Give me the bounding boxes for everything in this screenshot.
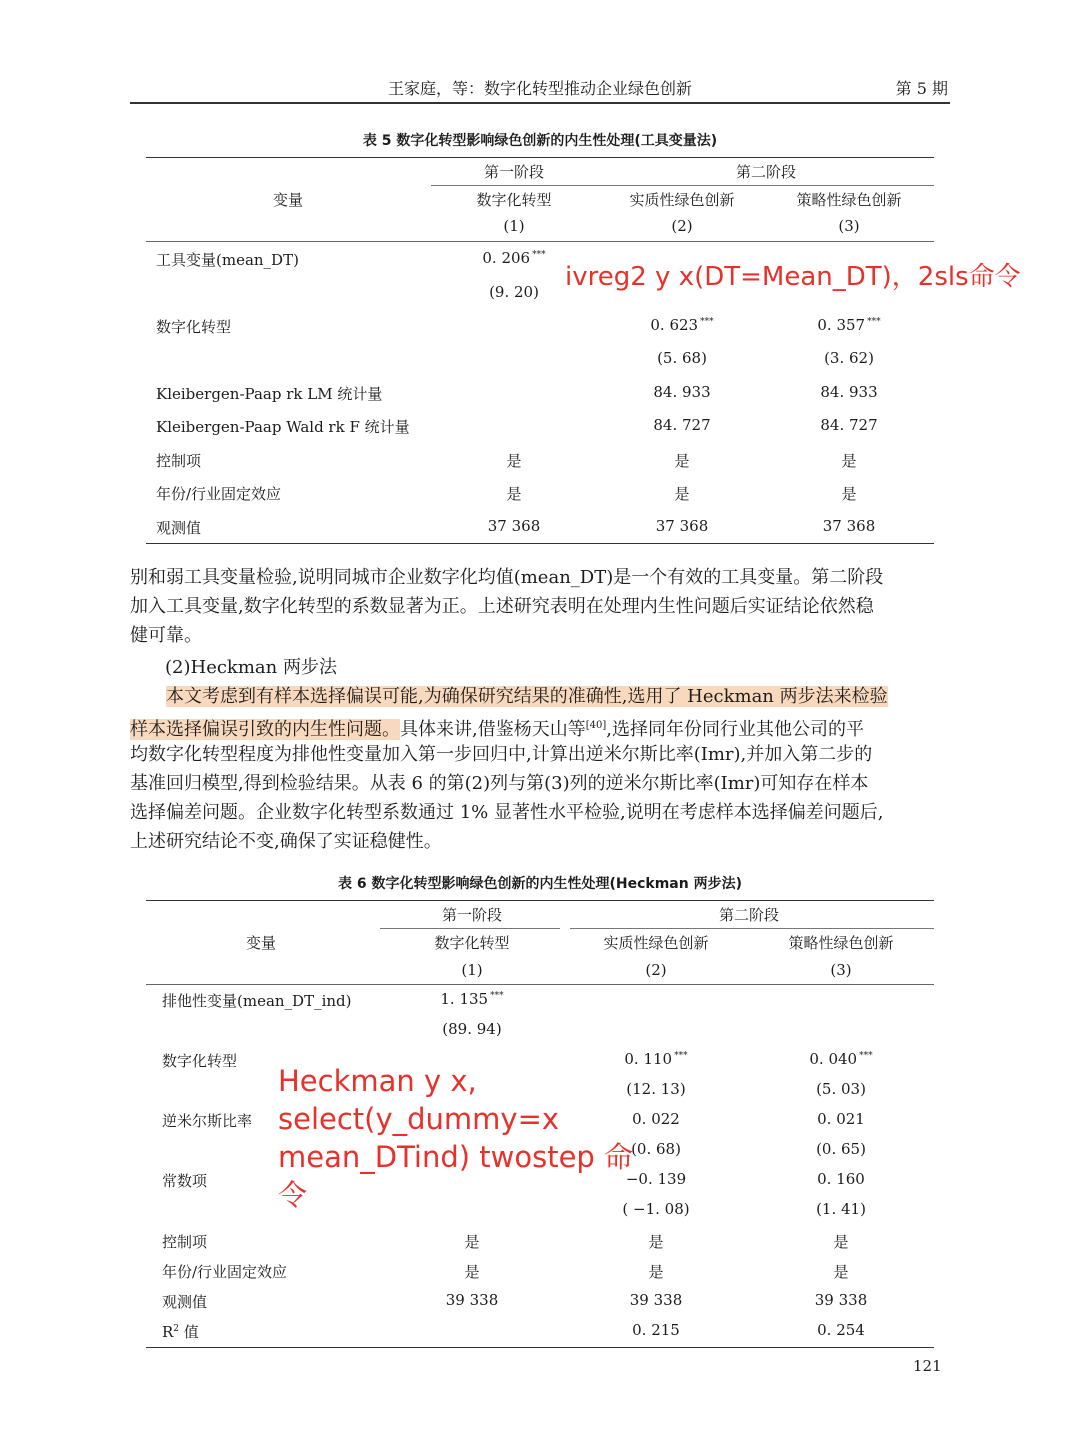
table5-col2-number: (2)	[671, 217, 693, 235]
running-header	[130, 74, 950, 104]
table6-cell: 0. 215	[632, 1321, 680, 1339]
table6-cell: 0. 160	[817, 1170, 865, 1188]
table6-cell: 0. 254	[817, 1321, 865, 1339]
table5-cell: 37 368	[822, 517, 876, 535]
table6-cell: 0. 021	[817, 1110, 865, 1128]
table5-cell-coef: 0. 206 ***	[482, 249, 546, 267]
table6-cell: 是	[648, 1233, 664, 1251]
table5-row-label: 观测值	[156, 519, 202, 537]
table6-var-header: 变量	[246, 934, 277, 952]
table5-cell: 是	[674, 452, 690, 470]
table6-cell: 是	[833, 1233, 849, 1251]
table6-row-label: 观测值	[162, 1293, 208, 1311]
table6-cell: 39 338	[814, 1291, 868, 1309]
text-line: 样本选择偏误引致的内生性问题。具体来讲,借鉴杨天山等[40],选择同年份同行业其他公司的平	[130, 719, 864, 740]
text-line: 上述研究结论不变,确保了实证稳健性。	[130, 831, 442, 852]
table5-cell-tstat: (9. 20)	[489, 283, 539, 301]
table5-cell: 是	[841, 452, 857, 470]
table6-cell-tstat: (5. 03)	[816, 1080, 866, 1098]
table5-col3-header: 策略性绿色创新	[796, 191, 902, 209]
table5-stage1-header: 第一阶段	[483, 163, 545, 181]
text-line: 基准回归模型,得到检验结果。从表 6 的第(2)列与第(3)列的逆米尔斯比率(Imr)可知存在样本	[130, 773, 869, 794]
table5-row-label: Kleibergen-Paap rk LM 统计量	[156, 385, 383, 403]
table6-cell: 39 338	[629, 1291, 683, 1309]
annotation-line: 令	[278, 1178, 308, 1212]
section-heading: (2)Heckman 两步法	[165, 657, 337, 678]
table6-cell: 是	[464, 1233, 480, 1251]
citation: [40]	[585, 720, 607, 731]
annotation-line: Heckman y x,	[278, 1064, 477, 1098]
table6-row-label: 逆米尔斯比率	[162, 1112, 253, 1130]
body-paragraph-2	[130, 682, 950, 856]
text-line: 加入工具变量,数字化转型的系数显著为正。上述研究表明在处理内生性问题后实证结论依然稳	[130, 596, 874, 617]
table5-cell: 37 368	[487, 517, 541, 535]
table5-col1-header: 数字化转型	[476, 191, 552, 209]
table6-col1-number: (1)	[461, 961, 483, 979]
text-line: 别和弱工具变量检验,说明同城市企业数字化均值(mean_DT)是一个有效的工具变量。第二阶段	[130, 567, 884, 588]
table6-row-label: 常数项	[162, 1172, 208, 1190]
table5-cell-coef: 0. 357 ***	[817, 316, 881, 334]
table5-row-label: 控制项	[156, 452, 202, 470]
table5-cell: 84. 933	[653, 383, 711, 401]
text-line	[130, 682, 950, 711]
body-paragraph-1	[130, 563, 950, 650]
table6-cell: 0. 022	[632, 1110, 680, 1128]
table6-col2-header: 实质性绿色创新	[603, 934, 709, 952]
table5-cell: 84. 727	[820, 416, 878, 434]
table6-cell: 是	[648, 1263, 664, 1281]
table5-row-label: Kleibergen-Paap Wald rk F 统计量	[156, 418, 410, 436]
table5-stage2-header: 第二阶段	[735, 163, 797, 181]
table5-cell-coef: 0. 623 ***	[650, 316, 714, 334]
table5-var-header: 变量	[273, 191, 304, 209]
table5-top-rule	[146, 157, 934, 158]
table6-stage1-rule	[380, 928, 560, 929]
table6-cell-tstat: (1. 41)	[816, 1200, 866, 1218]
table6-stage2-header: 第二阶段	[718, 906, 780, 924]
highlighted-text: 本文考虑到有样本选择偏误可能,为确保研究结果的准确性,选用了 Heckman 两步法来检验	[166, 686, 888, 707]
table6-bottom-rule	[146, 1347, 934, 1348]
table6-caption: 表 6 数字化转型影响绿色创新的内生性处理(Heckman 两步法)	[338, 876, 742, 892]
table6-row-label: 排他性变量(mean_DT_ind)	[162, 992, 352, 1010]
table5-caption: 表 5 数字化转型影响绿色创新的内生性处理(工具变量法)	[362, 133, 718, 149]
table5-stage2-rule	[594, 185, 934, 186]
table5	[146, 155, 934, 545]
table6-cell-tstat: (12. 13)	[626, 1080, 686, 1098]
table6-cell: 是	[833, 1263, 849, 1281]
table6-row-label: 数字化转型	[162, 1052, 238, 1070]
table6-stage2-rule	[570, 928, 934, 929]
table5-cell-tstat: (5. 68)	[657, 349, 707, 367]
table6-cell-coef: 0. 110 ***	[624, 1050, 688, 1068]
table6-stage1-header: 第一阶段	[441, 906, 503, 924]
table5-cell: 是	[506, 452, 522, 470]
running-title: 王家庭，等：数字化转型推动企业绿色创新	[387, 79, 692, 98]
table6-col1-header: 数字化转型	[434, 934, 510, 952]
annotation-line: select(y_dummy=x	[278, 1102, 560, 1136]
table6-cell: 39 338	[445, 1291, 499, 1309]
table6-cell: 是	[464, 1263, 480, 1281]
table5-cell: 37 368	[655, 517, 709, 535]
table5-cell: 是	[841, 485, 857, 503]
table5-cell: 是	[506, 485, 522, 503]
annotation-heckman	[278, 1062, 633, 1214]
table5-row-label: 工具变量(mean_DT)	[156, 251, 299, 269]
table5-cell-tstat: (3. 62)	[824, 349, 874, 367]
table6-cell-tstat: (0. 68)	[631, 1140, 681, 1158]
table6-col3-header: 策略性绿色创新	[788, 934, 894, 952]
table6-header-rule	[146, 984, 934, 985]
annotation-ivreg2: ivreg2 y x(DT=Mean_DT)，2sls命令	[565, 262, 1021, 292]
table6-row-label: 年份/行业固定效应	[162, 1263, 288, 1281]
table5-col1-number: (1)	[503, 217, 525, 235]
issue-number: 第 5 期	[895, 79, 948, 98]
table5-col2-header: 实质性绿色创新	[629, 191, 735, 209]
text-line: 均数字化转型程度为排他性变量加入第一步回归中,计算出逆米尔斯比率(Imr),并加入第二步的	[130, 744, 873, 765]
table6-cell-tstat: (0. 65)	[816, 1140, 866, 1158]
table6-cell-tstat: ( −1. 08)	[622, 1200, 690, 1218]
table5-row-label: 年份/行业固定效应	[156, 485, 282, 503]
page-number: 121	[913, 1357, 942, 1375]
table5-col3-number: (3)	[838, 217, 860, 235]
text-line: 健可靠。	[130, 625, 202, 646]
text-line: 选择偏差问题。企业数字化转型系数通过 1% 显著性水平检验,说明在考虑样本选择偏差问题后,	[130, 802, 884, 823]
table6-col2-number: (2)	[645, 961, 667, 979]
table6-cell-coef: 0. 040 ***	[809, 1050, 873, 1068]
table6-col3-number: (3)	[830, 961, 852, 979]
table5-stage1-rule	[431, 185, 596, 186]
table5-bottom-rule	[146, 543, 934, 544]
table5-cell: 84. 933	[820, 383, 878, 401]
table5-row-label: 数字化转型	[156, 318, 232, 336]
table6-row-label: 控制项	[162, 1233, 208, 1251]
table6-row-label: $R^2$ 值	[162, 1323, 199, 1341]
table6-cell-tstat: (89. 94)	[442, 1020, 502, 1038]
highlighted-text: 样本选择偏误引致的内生性问题。	[130, 719, 400, 740]
table5-cell: 84. 727	[653, 416, 711, 434]
table5-header-rule	[146, 241, 934, 242]
table6-cell-coef: 1. 135 ***	[440, 990, 504, 1008]
table6-cell: −0. 139	[625, 1170, 687, 1188]
table5-cell: 是	[674, 485, 690, 503]
annotation-line: mean_DTind) twostep 命	[278, 1140, 634, 1174]
table6-top-rule	[146, 900, 934, 901]
